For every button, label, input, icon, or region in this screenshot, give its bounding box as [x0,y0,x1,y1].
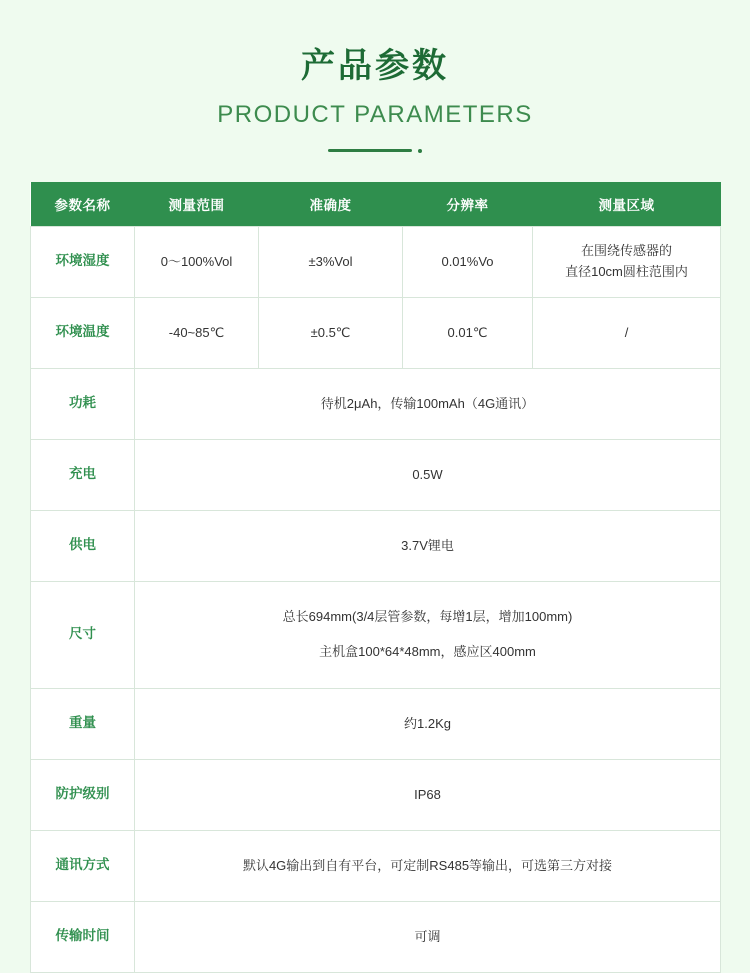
cell-size-line1: 总长694mm(3/4层管参数，每增1层，增加100mm) [282,609,573,625]
cell-protection-level-value: IP68 [135,759,721,830]
cell-humidity-area-line1: 在围绕传感器的 [580,243,672,259]
row-label-humidity: 环境湿度 [31,226,135,297]
cell-power-supply-value: 3.7V锂电 [135,510,721,581]
row-label-temperature: 环境温度 [31,297,135,368]
cell-transmission-time-value: 可调 [135,901,721,972]
row-label-weight: 重量 [31,688,135,759]
row-label-power-consumption: 功耗 [31,368,135,439]
table-row [31,368,721,439]
column-header-accuracy: 准确度 [259,182,403,227]
cell-humidity-area-line2: 直径10cm圆柱范围内 [565,263,688,279]
table-row [31,510,721,581]
table-row [31,759,721,830]
divider-line-icon [328,149,412,152]
column-header-name: 参数名称 [31,182,135,227]
row-label-power-supply: 供电 [31,510,135,581]
row-label-communication: 通讯方式 [31,830,135,901]
spec-table [30,182,721,973]
table-row [31,297,721,368]
cell-temperature-area: / [533,297,721,368]
row-label-protection-level: 防护级别 [31,759,135,830]
spec-table-wrapper [30,182,720,973]
cell-power-consumption-value: 待机2μAh，传输100mAh（4G通讯） [135,368,721,439]
cell-communication-value: 默认4G输出到自有平台，可定制RS485等输出，可选第三方对接 [135,830,721,901]
cell-humidity-resolution: 0.01%Vo [403,226,533,297]
page-title: 产品参数 [301,47,449,85]
table-header [31,182,721,227]
table-row [31,581,721,688]
cell-temperature-accuracy: ±0.5℃ [259,297,403,368]
cell-humidity-accuracy: ±3%Vol [259,226,403,297]
cell-charging-value: 0.5W [135,439,721,510]
page-subtitle: PRODUCT PARAMETERS [217,100,533,128]
cell-temperature-resolution: 0.01℃ [403,297,533,368]
cell-temperature-range: -40~85℃ [135,297,259,368]
table-header-row [31,182,721,227]
divider-dot-icon [418,149,422,153]
table-row [31,439,721,510]
cell-humidity-area [533,226,721,297]
cell-humidity-range: 0～100%Vol [135,226,259,297]
cell-size-value [135,581,721,688]
column-header-range: 测量范围 [135,182,259,227]
cell-weight-value: 约1.2Kg [135,688,721,759]
table-row [31,688,721,759]
cell-size-line2: 主机盒100*64*48mm，感应区400mm [319,643,536,659]
table-row [31,901,721,972]
table-body [31,226,721,972]
table-row [31,830,721,901]
row-label-transmission-time: 传输时间 [31,901,135,972]
row-label-charging: 充电 [31,439,135,510]
column-header-resolution: 分辨率 [403,182,533,227]
row-label-size: 尺寸 [31,581,135,688]
table-row [31,226,721,297]
divider [0,146,750,156]
column-header-area: 测量区域 [533,182,721,227]
page-header [0,0,750,156]
